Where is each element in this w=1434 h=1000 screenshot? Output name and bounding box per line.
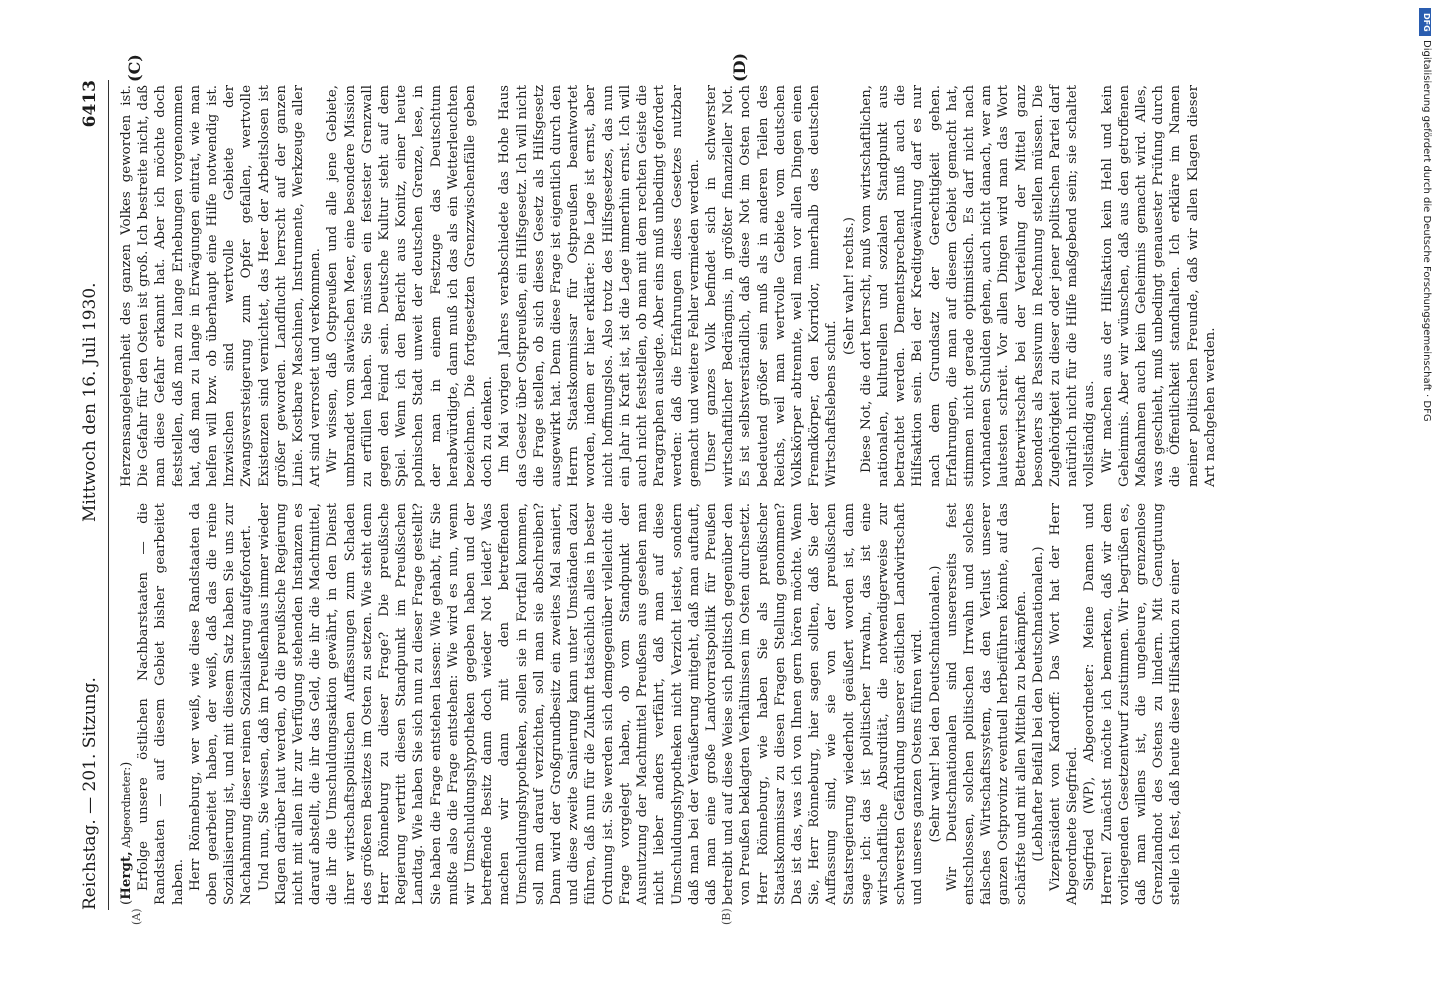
left-column — [118, 503, 1185, 905]
paragraph: Diese Not, die dort herrscht, muß vom wirtschaftlichen, nationalen, kulturellen und sozialen Standpunkt aus betrachtet werden. Dementsprechend muß auch die Hilfsaktion sein. Bei der Kreditgewährung darf es nur nach dem Grundsatz der Gerechtigkeit gehen. Erfahrungen, die man auf diesem Gebiet gemacht hat, stimmen nicht gerade optimistisch. Es darf nicht nach vorhandenen Schulden gehen, auch nicht danach, wer am lautesten schreit. Vor allen Dingen wird man das Wort Betterwirtschaft bei der Verteilung der Mittel ganz besonders als Passivum in Rechnung stellen müssen. Die Zugehörigkeit zu dieser oder jener politischen Partei darf natürlich nicht für die Hilfe maßgebend sein; sie schaltet vollständig aus. — [858, 85, 1098, 487]
president-line: Vizepräsident von Kardorff: Das Wort hat der Herr Abgeordnete Siegfried. — [1047, 503, 1081, 905]
digitization-credit: Digitalisierung gefördert durch die Deutsche Forschungsgemeinschaft · DFG — [1421, 40, 1432, 422]
paragraph: Herzensangelegenheit des ganzen Volkes geworden ist. Die Gefahr für den Osten ist groß. Ich bestreite nicht, daß man diese Gefahr erkannt hat. Aber ich möchte doch feststellen, daß man zu lange Erhebungen vorgenommen hat, daß man zu lange in Erwägungen eintrat, wie man helfen will bzw. ob überhaupt eine Hilfe notwendig ist. Inzwischen sind wertvolle Gebiete der Zwangsversteigerung zum Opfer gefallen, wertvolle Existenzen sind vernichtet, das Heer der Arbeitslosen ist größer geworden. Landflucht herrscht auf der ganzen Linie. Kostbare Maschinen, Instrumente, Werkzeuge aller Art sind verrostet und verkommen. — [119, 85, 324, 487]
page-number: 6413 — [80, 80, 100, 128]
margin-marker-c: (C) — [125, 54, 144, 82]
right-column — [118, 85, 1219, 487]
interjection: (Lebhafter Beifall bei den Deutschnationalen.) — [1030, 546, 1046, 862]
page-header — [80, 80, 106, 910]
header-left: Reichstag. — 201. Sitzung. — [80, 677, 100, 910]
header-date: Mittwoch den 16. Juli 1930. — [80, 282, 100, 523]
paragraph: Unser ganzes Volk befindet sich in schwerster wirtschaftlicher Bedrängnis, in größter finanzieller Not. Es ist selbstverständlich, daß diese Not im Osten noch bedeutend größer sein muß als in anderen Teilen des Reichs, weil man wertvolle Gebiete vom deutschen Volkskörper abtrennte, weil man vor allen Dingen einen Fremdkörper, den Korridor, innerhalb des deutschen Wirtschaftslebens schuf. — [703, 85, 840, 487]
paragraph: Herr Rönneburg, wer weiß, wie diese Randstaaten da oben gearbeitet haben, der weiß, daß das die reine Sozialisierung ist, und mit diesem Satz haben Sie uns zur Nachahmung dieser reinen Sozialisierung aufgefordert. — [187, 503, 255, 905]
paragraph: Erfolge unsere östlichen Nachbarstaaten — die Randstaaten — auf diesem Gebiet bisher gearbeitet haben. — [136, 503, 186, 905]
paragraph: Und nun, Sie wissen, daß im Preußenhaus immer wieder Klagen darüber laut werden, ob die preußische Regierung nicht mit allen ihr zur Verfügung stehenden Instanzen es darauf abstellt, die ihr das Geld, die ihr die Machtmittel, die ihr die Umschuldungsaktion gewährt, in den Dienst ihrer wirtschaftspolitischen Auffassungen zum Schaden des größeren Besitzes im Osten zu setzen. Wie steht denn Herr Rönneburg zu dieser Frage? Die preußische Regierung vertritt diesen Standpunkt im Preußischen Landtag. Wie haben Sie sich nun zu dieser Frage gestellt? Sie haben die Frage entstehen lassen: Wie gehabt, für Sie mußte also die Frage entstehen: Wie wird es nun, wenn wir Umschuldungshypotheken gegeben haben und der betreffende Besitz dann doch wieder Not leidet? Was machen wir dann mit den betreffenden Umschuldungshypotheken, sollen sie in Fortfall kommen, soll man darauf verzichten, soll man sie abschreiben? Dann wird der Großgrundbesitz ein zweites Mal saniert, und diese zweite Sanierung kann unter Umständen dazu führen, daß nun für die Zukunft tatsächlich alles in bester Ordnung ist. Sie werden sich demgegenüber vielleicht die Frage vorgelegt haben, ob vom Standpunkt der Ausnutzung der Machtmittel Preußens aus gesehen man nicht lieber anders verfährt, daß man auf diese Umschuldungshypotheken nicht Verzicht leistet, sondern daß man bei der Veräußerung mitgeht, daß man auftauft, daß man eine große Landvorratspolitik für Preußen betreibt und auf diese Weise sich politisch gegenüber den von Preußen beklagten Verhältnissen im Osten durchsetzt. Herr Rönneburg, wie haben Sie als preußischer Staatskommissar zu diesen Fragen Stellung genommen? Das ist das, was ich von Ihnen gern hören möchte. Wenn Sie, Herr Rönneburg, hier sagen sollten, daß Sie der Auffassung sind, wie sie von der preußischen Staatsregierung wiederholt geäußert worden ist, dann sage ich: das ist politischer Irrwahn, das ist eine wirtschaftliche Absurdität, die notwendigerweise zur schwersten Gefährdung unserer östlichen Landwirtschaft und unseres ganzen Ostens führen wird. — [256, 503, 926, 905]
header-rule — [108, 80, 109, 910]
paragraph: Wir Deutschnationalen sind unsererseits fest entschlossen, solchen politischen Irrwahn und solches falsches Wirtschaftssystem, das den Verlust unserer ganzen Ostprovinz eventuell herbeiführen könnte, auf das schärfste und mit allen Mitteln zu bekämpfen. — [944, 503, 1029, 905]
paragraph: Im Mai vorigen Jahres verabschiedete das Hohe Haus das Gesetz über Ostpreußen, ein Hilfsgesetz. Ich will nicht die Frage stellen, ob sich dieses Gesetz als Hilfsgesetz ausgewirkt hat. Denn diese Frage ist eigentlich durch den Herrn Staatskommissar für Ostpreußen beantwortet worden, indem er hier erklärte: Die Lage ist ernst, aber nicht hoffnungslos. Also trotz des Hilfsgesetzes, das nun ein Jahr in Kraft ist, ist die Lage immerhin ernst. Ich will auch nicht feststellen, ob man mit dem rechten Geiste die Paragraphen auslegte. Aber eins muß unbedingt gefordert werden: daß die Erfahrungen dieses Gesetzes nutzbar gemacht und weitere Fehler vermieden werden. — [497, 85, 702, 487]
siegfried-paragraph: Siegfried (WP), Abgeordneter: Meine Damen und Herren! Zunächst möchte ich bemerken, daß wir dem vorliegenden Gesetzentwurf zustimmen. Wir begrüßen es, daß man willens ist, die ungeheure, grenzenlose Grenzlandnot des Ostens zu lindern. Mit Genugtuung stelle ich fest, daß heute diese Hilfsaktion zu einer — [1082, 503, 1184, 905]
speaker-name: Hergt, — [118, 851, 134, 900]
interjection: (Sehr wahr! bei den Deutschnationalen.) — [927, 565, 943, 843]
margin-marker-a: (A) — [130, 908, 143, 925]
paragraph: Wir wissen, daß Ostpreußen und alle jene Gebiete, umbrandet vom slawischen Meer, eine besondere Mission zu erfüllen haben. Sie müssen ein festester Grenzwall gegen den Feind sein. Deutsche Kultur steht auf dem Spiel. Wenn ich den Bericht aus Konitz, einer heute polnischen Stadt unweit der deutschen Grenze, lese, in der man in einem Festzuge das Deutschtum herabwürdigte, dann muß ich das als ein Wetterleuchten bezeichnen. Die fortgesetzten Grenzzwischenfälle geben doch zu denken. — [325, 85, 496, 487]
speaker-role: Abgeordneter: — [120, 766, 133, 852]
margin-marker-d: (D) — [730, 52, 749, 82]
margin-marker-b: (B) — [720, 908, 733, 925]
paragraph: Wir machen aus der Hilfsaktion kein Hehl und kein Geheimnis. Aber wir wünschen, daß aus den getroffenen Maßnahmen auch kein Geheimnis gemacht wird. Alles, was geschieht, muß unbedingt genauester Prüfung durch die Öffentlichkeit standhalten. Ich erkläre im Namen meiner politischen Freunde, daß wir allen Klagen dieser Art nachgehen werden. — [1099, 85, 1218, 487]
dfg-logo: DFG — [1419, 8, 1431, 36]
interjection: (Sehr wahr! rechts.) — [841, 217, 857, 355]
speaker-line: (Hergt, Abgeordneter:) — [118, 761, 134, 905]
